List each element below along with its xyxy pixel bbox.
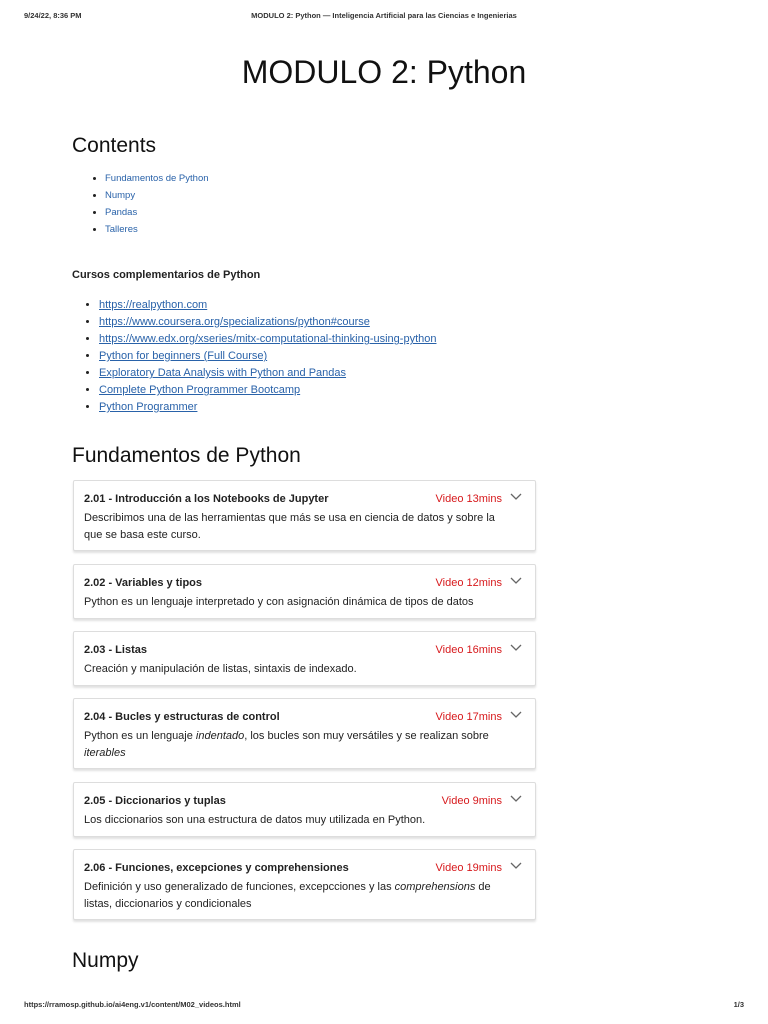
desc-emphasis: iterables	[84, 747, 126, 759]
chevron-down-icon[interactable]	[509, 792, 523, 806]
video-card[interactable]	[73, 564, 536, 619]
video-card[interactable]	[73, 480, 536, 551]
course-item	[99, 331, 436, 348]
desc-text: Python es un lenguaje interpretado y con asignación dinámica de tipos de datos	[84, 596, 474, 608]
desc-text: Definición y uso generalizado de funciones, excepcciones y las	[84, 881, 395, 893]
course-item	[99, 365, 436, 382]
video-description	[84, 812, 497, 829]
video-description	[84, 728, 497, 762]
desc-text: Python es un lenguaje	[84, 730, 196, 742]
course-link[interactable]: Exploratory Data Analysis with Python and Pandas	[99, 367, 347, 379]
video-card[interactable]	[73, 849, 536, 920]
chevron-down-icon[interactable]	[509, 708, 523, 722]
print-footer	[24, 1000, 744, 1012]
desc-emphasis: indentado	[195, 730, 245, 742]
course-item	[99, 348, 436, 365]
desc-text: de listas, diccionarios y condicionales	[84, 881, 491, 910]
video-duration: Video 9mins	[441, 795, 502, 807]
course-link[interactable]: https://www.coursera.org/specializations/python#course	[99, 316, 370, 328]
chevron-down-icon[interactable]	[509, 859, 523, 873]
course-link[interactable]: Python for beginners (Full Course)	[99, 350, 268, 362]
section-heading-numpy: Numpy	[72, 949, 139, 972]
video-description	[84, 510, 497, 544]
print-header	[24, 9, 744, 23]
contents-heading: Contents	[72, 134, 157, 157]
toc-link-pandas[interactable]: Pandas	[105, 207, 138, 218]
courses-heading: Cursos complementarios de Python	[72, 269, 261, 281]
course-item	[99, 382, 436, 399]
video-title: 2.05 - Diccionarios y tuplas	[84, 795, 226, 807]
toc-item	[105, 187, 209, 204]
toc-item	[105, 170, 209, 187]
course-link[interactable]: Python Programmer	[99, 401, 198, 413]
toc-item	[105, 204, 209, 221]
toc-link-fundamentos[interactable]: Fundamentos de Python	[105, 173, 209, 184]
toc-link-talleres[interactable]: Talleres	[105, 224, 138, 235]
desc-text: Los diccionarios son una estructura de datos muy utilizada en Python.	[84, 814, 426, 826]
section-heading-fundamentos: Fundamentos de Python	[72, 444, 301, 467]
course-link[interactable]: https://www.edx.org/xseries/mitx-computational-thinking-using-python	[99, 333, 437, 345]
chevron-down-icon[interactable]	[509, 490, 523, 504]
print-date: 9/24/22, 8:36 PM	[24, 11, 82, 20]
video-description	[84, 661, 497, 678]
print-url: https://rramosp.github.io/ai4eng.v1/content/M02_videos.html	[24, 1000, 241, 1009]
video-title: 2.02 - Variables y tipos	[84, 577, 203, 589]
video-card[interactable]	[73, 698, 536, 769]
contents-list	[87, 170, 209, 238]
video-duration: Video 13mins	[435, 493, 502, 505]
course-item	[99, 297, 436, 314]
chevron-down-icon[interactable]	[509, 641, 523, 655]
course-link[interactable]: https://realpython.com	[99, 299, 208, 311]
desc-text: , los bucles son muy versátiles y se realizan sobre	[244, 730, 489, 742]
desc-emphasis: comprehensions	[394, 881, 476, 893]
desc-text: Describimos una de las herramientas que más se usa en ciencia de datos y sobre la que se basa este curso.	[84, 512, 495, 541]
toc-link-numpy[interactable]: Numpy	[105, 190, 136, 201]
video-description	[84, 879, 497, 913]
page-title: MODULO 2: Python	[241, 54, 527, 90]
video-duration: Video 12mins	[435, 577, 502, 589]
toc-item	[105, 221, 209, 238]
course-item	[99, 314, 436, 331]
video-duration: Video 19mins	[435, 862, 502, 874]
video-card[interactable]	[73, 782, 536, 837]
chevron-down-icon[interactable]	[509, 574, 523, 588]
course-link[interactable]: Complete Python Programmer Bootcamp	[99, 384, 301, 396]
video-title: 2.03 - Listas	[84, 644, 147, 656]
video-title: 2.01 - Introducción a los Notebooks de Jupyter	[84, 493, 329, 505]
video-title: 2.06 - Funciones, excepciones y comprehensiones	[84, 862, 349, 874]
page-number: 1/3	[733, 1000, 744, 1009]
video-duration: Video 16mins	[435, 644, 502, 656]
desc-text: Creación y manipulación de listas, sintaxis de indexado.	[84, 663, 357, 675]
course-item	[99, 399, 436, 416]
video-duration: Video 17mins	[435, 711, 502, 723]
video-title: 2.04 - Bucles y estructuras de control	[84, 711, 280, 723]
video-description	[84, 594, 497, 611]
print-page-title: MODULO 2: Python — Inteligencia Artificial para las Ciencias e Ingenierias	[251, 11, 517, 20]
courses-list	[81, 297, 436, 416]
video-card[interactable]	[73, 631, 536, 686]
